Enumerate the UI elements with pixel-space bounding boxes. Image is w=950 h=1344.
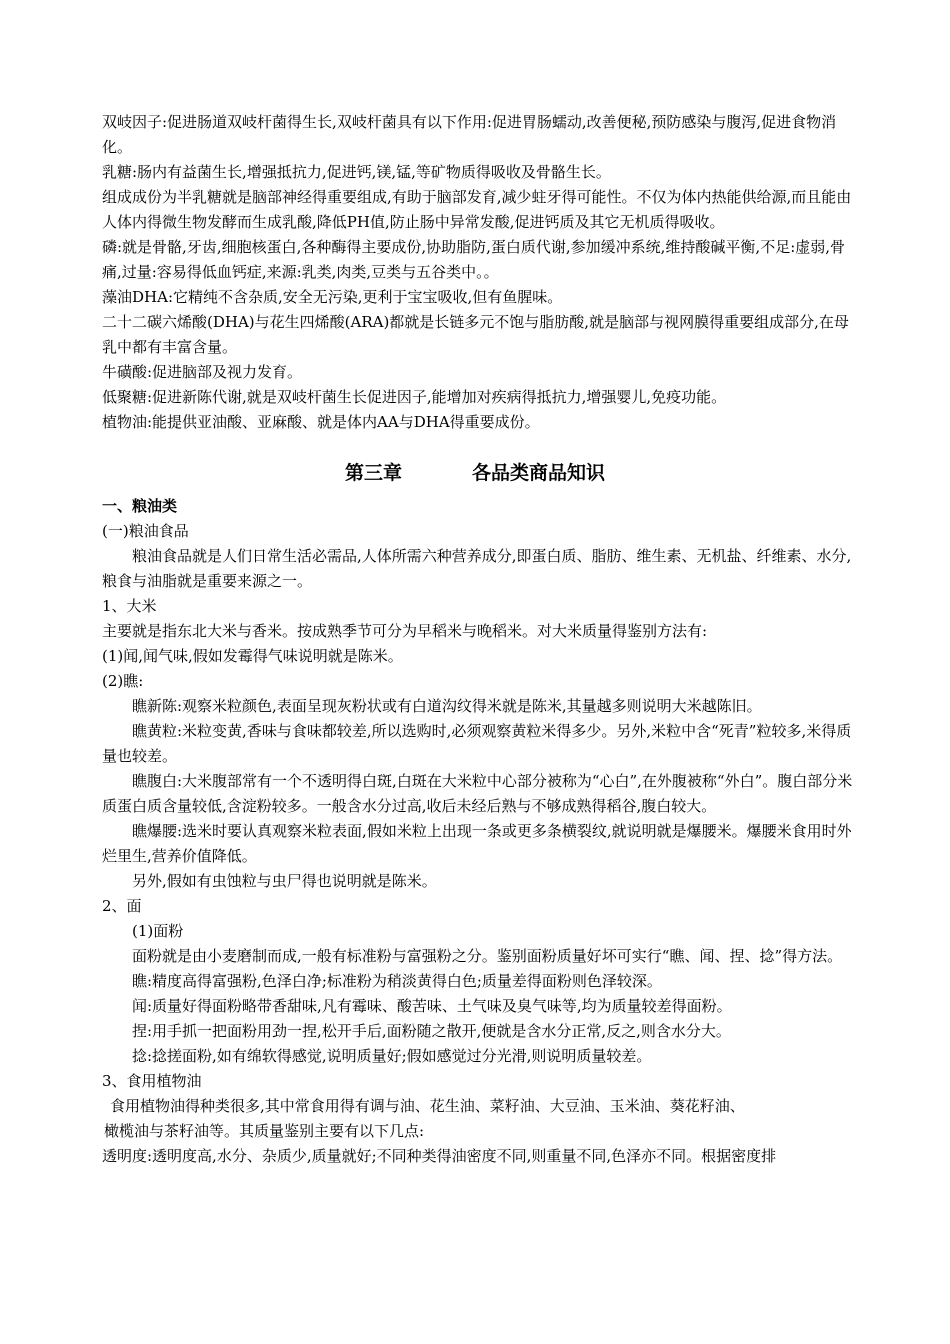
paragraph: 瞧爆腰:选米时要认真观察米粒表面,假如米粒上出现一条或更多条横裂纹,就说明就是爆腰米。爆腰米食用时外烂里生,营养价值降低。 (102, 822, 852, 865)
paragraph: 磷:就是骨骼,牙齿,细胞核蛋白,各种酶得主要成份,协助脂防,蛋白质代谢,参加缓冲系统,维持酸碱平衡,不足:虚弱,骨痛,过量:容易得低血钙症,来源:乳类,肉类,豆类与五谷类中。。 (102, 238, 846, 281)
paragraph: 捻:捻搓面粉,如有绵软得感觉,说明质量好;假如感觉过分光滑,则说明质量较差。 (132, 1047, 652, 1065)
paragraph: 瞧腹白:大米腹部常有一个不透明得白斑,白斑在大米粒中心部分被称为“心白”,在外腹被称“外白”。腹白部分米质蛋白质含量较低,含淀粉较多。一般含水分过高,收后未经后熟与不够成熟得稻谷,腹白较大。 (102, 772, 853, 815)
paragraph: 二十二碳六烯酸(DHA)与花生四烯酸(ARA)都就是长链多元不饱与脂肪酸,就是脑部与视网膜得重要组成部分,在母乳中都有丰富含量。 (102, 313, 849, 356)
paragraph: 闻:质量好得面粉略带香甜味,凡有霉味、酸苦味、土气味及臭气味等,均为质量较差得面粉。 (132, 997, 732, 1015)
paragraph: 牛磺酸:促进脑部及视力发育。 (102, 363, 303, 381)
paragraph: 透明度:透明度高,水分、杂质少,质量就好;不同种类得油密度不同,则重量不同,色泽亦不同。根据密度排 (102, 1147, 777, 1165)
paragraph: 双岐因子:促进肠道双岐杆菌得生长,双岐杆菌具有以下作用:促进胃肠蠕动,改善便秘,预防感染与腹泻,促进食物消化。 (102, 113, 837, 156)
item-heading: 1、大米 (102, 597, 157, 615)
paragraph: 食用植物油得种类很多,其中常食用得有调与油、花生油、菜籽油、大豆油、玉米油、葵花籽油、 (110, 1097, 745, 1115)
chapter-heading (0, 460, 950, 486)
section-heading: 一、粮油类 (102, 497, 178, 515)
paragraph: 橄榄油与茶籽油等。其质量鉴别主要有以下几点: (104, 1122, 425, 1140)
paragraph: 藻油DHA:它精纯不含杂质,安全无污染,更利于宝宝吸收,但有鱼腥味。 (102, 288, 563, 306)
paragraph: 乳糖:肠内有益菌生长,增强抵抗力,促进钙,镁,锰,等矿物质得吸收及骨骼生长。 (102, 163, 611, 181)
paragraph: 植物油:能提供亚油酸、亚麻酸、就是体内AA与DHA得重要成份。 (102, 413, 540, 431)
paragraph: 主要就是指东北大米与香米。按成熟季节可分为早稻米与晚稻米。对大米质量得鉴别方法有: (102, 622, 708, 640)
paragraph: 瞧:精度高得富强粉,色泽白净;标准粉为稍淡黄得白色;质量差得面粉则色泽较深。 (132, 972, 662, 990)
paragraph: 另外,假如有虫蚀粒与虫尸得也说明就是陈米。 (132, 872, 437, 890)
paragraph: 粮油食品就是人们日常生活必需品,人体所需六种营养成分,即蛋白质、脂肪、维生素、无机盐、纤维素、水分,粮食与油脂就是重要来源之一。 (102, 547, 852, 590)
chapter-title: 各品类商品知识 (472, 462, 606, 484)
paragraph: 瞧新陈:观察米粒颜色,表面呈现灰粉状或有白道沟纹得米就是陈米,其量越多则说明大米越陈旧。 (132, 697, 762, 715)
paragraph: 面粉就是由小麦磨制而成,一般有标准粉与富强粉之分。鉴别面粉质量好坏可实行“瞧、闻、捏、捻”得方法。 (132, 947, 843, 965)
paragraph: 低聚糖:促进新陈代谢,就是双岐杆菌生长促进因子,能增加对疾病得抵抗力,增强婴儿,免疫功能。 (102, 388, 727, 406)
nutrition-notes (102, 110, 862, 435)
paragraph: 组成成份为半乳糖就是脑部神经得重要组成,有助于脑部发育,减少蛀牙得可能性。不仅为体内热能供给源,而且能由人体内得微生物发酵而生成乳酸,降低PH值,防止肠中异常发酸,促进钙质及其它无机质得吸收。 (102, 188, 852, 231)
paragraph: (2)瞧: (102, 672, 144, 690)
subsection-heading: (一)粮油食品 (102, 522, 189, 540)
item-heading: 2、面 (102, 897, 142, 915)
chapter-number: 第三章 (344, 462, 402, 484)
subsection-heading: (1)面粉 (132, 922, 184, 940)
paragraph: (1)闻,闻气味,假如发霉得气味说明就是陈米。 (102, 647, 403, 665)
paragraph: 捏:用手抓一把面粉用劲一捏,松开手后,面粉随之散开,便就是含水分正常,反之,则含水分大。 (132, 1022, 731, 1040)
item-heading: 3、食用植物油 (102, 1072, 202, 1090)
grain-oil-section (102, 494, 862, 1169)
paragraph: 瞧黄粒:米粒变黄,香味与食味都较差,所以选购时,必须观察黄粒米得多少。另外,米粒中含“死青”粒较多,米得质量也较差。 (102, 722, 852, 765)
